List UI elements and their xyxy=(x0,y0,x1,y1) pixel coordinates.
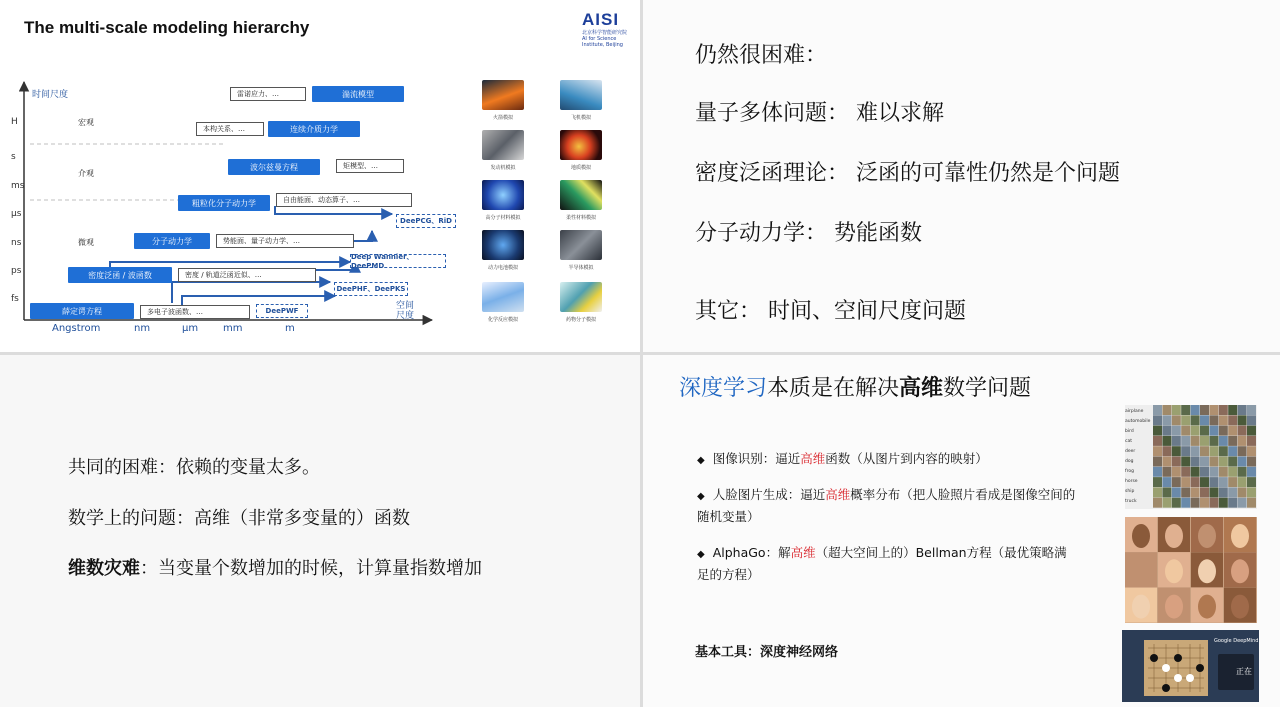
face-shape xyxy=(1231,559,1249,583)
class-label: cat xyxy=(1125,439,1132,444)
difficulty-heading: 仍然很困难： xyxy=(695,43,828,68)
box-dft-wavefunction: 密度泛函 / 波函数 xyxy=(68,267,172,283)
y-tick: s xyxy=(11,152,16,162)
bullet-face-generation xyxy=(697,485,1077,527)
grid-cell xyxy=(1238,498,1247,508)
y-tick: ps xyxy=(11,266,22,276)
deep-learning-title xyxy=(679,371,1031,402)
grid-cell xyxy=(1200,467,1209,477)
polymer-sim-image xyxy=(482,180,524,210)
grid-cell xyxy=(1172,426,1181,436)
y-tick: H xyxy=(11,117,18,127)
class-label: truck xyxy=(1125,499,1137,504)
grid-cell xyxy=(1172,457,1181,467)
box-free-energy-surface: 自由能面、动态算子、… xyxy=(276,193,412,207)
dashed-box-deephf-deepks: DeePHF、DeePKS xyxy=(334,282,408,296)
dashed-box-deep-wannier-deepmd: Deep Wannier、DeePMD xyxy=(350,254,446,268)
common-difficulty-line: 共同的困难：依赖的变量太多。 xyxy=(68,457,320,478)
grid-cell xyxy=(1172,405,1181,415)
battery-sim-image xyxy=(482,230,524,260)
grid-cell xyxy=(1162,446,1171,456)
bullet-highlight: 高维 xyxy=(790,545,816,560)
class-label: ship xyxy=(1125,489,1135,494)
thumb-caption: 发动机模拟 xyxy=(490,165,516,171)
bullet-image-recognition xyxy=(697,449,1077,471)
grid-cell xyxy=(1209,426,1218,436)
grid-cell xyxy=(1172,446,1181,456)
face-shape xyxy=(1198,524,1216,548)
bullet-highlight: 高维 xyxy=(800,451,826,466)
curse-of-dimensionality-line xyxy=(68,554,482,580)
grid-cell xyxy=(1200,436,1209,446)
grid-cell xyxy=(1200,477,1209,487)
title-highlight: 深度学习 xyxy=(679,376,768,401)
bullet-text: 图像识别：逼近 xyxy=(712,451,801,466)
logo-subtitle-cn: 北京科学智能研究院 xyxy=(582,30,628,36)
bullet-text: AlphaGo：解 xyxy=(712,545,791,560)
presenter-status: 正在 xyxy=(1236,667,1252,676)
slide-common-difficulty xyxy=(0,355,640,707)
grid-cell xyxy=(1228,405,1237,415)
thumb-caption: 火箭模拟 xyxy=(492,115,513,121)
box-reynolds-stress: 雷诺应力、… xyxy=(230,87,306,101)
class-label: deer xyxy=(1125,449,1136,454)
box-boltzmann-equation: 波尔兹曼方程 xyxy=(228,159,320,175)
basic-tool-line: 基本工具：深度神经网络 xyxy=(695,645,839,660)
grid-cell xyxy=(1219,426,1228,436)
grid-cell xyxy=(1209,457,1218,467)
x-tick: Angstrom xyxy=(52,323,101,334)
grid-cell xyxy=(1228,498,1237,508)
engine-sim-image xyxy=(482,130,524,160)
thumb-caption: 地质模拟 xyxy=(570,165,591,171)
grid-cell xyxy=(1172,467,1181,477)
grid-cell xyxy=(1247,457,1256,467)
grid-cell xyxy=(1191,436,1200,446)
face-shape xyxy=(1165,524,1183,548)
thumb-caption: 化学反应模拟 xyxy=(487,317,518,323)
x-tick: μm xyxy=(182,323,199,334)
grid-cell xyxy=(1209,477,1218,487)
y-tick: μs xyxy=(11,209,22,219)
grid-cell xyxy=(1172,498,1181,508)
grid-cell xyxy=(1247,487,1256,497)
grid-cell xyxy=(1191,446,1200,456)
grid-cell xyxy=(1238,426,1247,436)
class-label: horse xyxy=(1125,479,1138,484)
grid-cell xyxy=(1219,467,1228,477)
grid-cell xyxy=(1191,405,1200,415)
grid-cell xyxy=(1200,457,1209,467)
grid-cell xyxy=(1228,415,1237,425)
grid-cell xyxy=(1200,446,1209,456)
grid-cell xyxy=(1219,457,1228,467)
bullet-alphago xyxy=(697,543,1077,585)
grid-cell xyxy=(1247,426,1256,436)
grid-cell xyxy=(1181,436,1190,446)
grid-cell xyxy=(1153,415,1162,425)
bullet-highlight: 高维 xyxy=(825,487,851,502)
box-potential-energy-surface: 势能面、量子动力学、… xyxy=(216,234,354,248)
grid-cell xyxy=(1153,457,1162,467)
grid-cell xyxy=(1162,467,1171,477)
grid-cell xyxy=(1238,467,1247,477)
face-shape xyxy=(1198,559,1216,583)
generated-faces-image xyxy=(1125,517,1257,623)
thumb-caption: 药物分子模拟 xyxy=(565,317,596,323)
grid-cell xyxy=(1219,498,1228,508)
dashed-box-deepwf: DeePWF xyxy=(256,304,308,318)
class-label: dog xyxy=(1125,459,1134,464)
grid-cell xyxy=(1228,487,1237,497)
grid-cell xyxy=(1247,498,1256,508)
cifar-class-labels xyxy=(1125,407,1151,507)
grid-cell xyxy=(1219,477,1228,487)
face-shape xyxy=(1132,595,1150,619)
drug-molecule-sim-image xyxy=(560,282,602,312)
face-shape xyxy=(1165,559,1183,583)
grid-cell xyxy=(1200,415,1209,425)
box-schrodinger-equation: 薛定谔方程 xyxy=(30,303,134,319)
class-label: frog xyxy=(1125,469,1134,474)
grid-cell xyxy=(1191,415,1200,425)
grid-cell xyxy=(1228,446,1237,456)
thumb-caption: 动力电池模拟 xyxy=(487,265,518,271)
grid-cell xyxy=(1209,415,1218,425)
slide-deep-learning xyxy=(643,355,1280,707)
box-many-electron-wavefunction: 多电子波函数、… xyxy=(140,305,250,319)
level-macro: 宏观 xyxy=(78,118,94,127)
grid-cell xyxy=(1228,436,1237,446)
axes-diagram xyxy=(0,0,640,352)
grid-cell xyxy=(1191,487,1200,497)
grid-cell xyxy=(1181,415,1190,425)
box-turbulence-model: 湍流模型 xyxy=(312,86,404,102)
grid-cell xyxy=(1172,487,1181,497)
box-continuum-mechanics: 连续介质力学 xyxy=(268,121,360,137)
grid-cell xyxy=(1153,477,1162,487)
grid-cell xyxy=(1153,405,1162,415)
logo-mark: AISI xyxy=(582,10,620,29)
alphago-board-image xyxy=(1122,630,1259,702)
box-molecular-dynamics: 分子动力学 xyxy=(134,233,210,249)
face-shape xyxy=(1231,524,1249,548)
grid-cell xyxy=(1228,457,1237,467)
link-path-4 xyxy=(275,206,392,214)
semiconductor-sim-image xyxy=(560,230,602,260)
box-density-orbital-functional: 密度 / 轨道泛函近似、… xyxy=(178,268,316,282)
deepmind-caption: Google DeepMind xyxy=(1214,638,1259,644)
grid-cell xyxy=(1238,436,1247,446)
face-shape xyxy=(1132,559,1150,583)
grid-cell xyxy=(1209,467,1218,477)
grid-cell xyxy=(1209,446,1218,456)
grid-cell xyxy=(1219,405,1228,415)
grid-cell xyxy=(1181,498,1190,508)
thumb-caption: 飞机模拟 xyxy=(570,115,591,121)
title-mid: 本质是在解决 xyxy=(767,376,900,401)
face-shape xyxy=(1198,595,1216,619)
grid-cell xyxy=(1162,436,1171,446)
grid-cell xyxy=(1228,477,1237,487)
grid-cell xyxy=(1181,405,1190,415)
grid-cell xyxy=(1209,487,1218,497)
grid-cell xyxy=(1153,426,1162,436)
class-label: airplane xyxy=(1125,409,1144,414)
grid-cell xyxy=(1172,436,1181,446)
grid-cell xyxy=(1238,405,1247,415)
thumb-caption: 半导体模拟 xyxy=(568,265,594,271)
y-axis-label: 时间尺度 xyxy=(32,90,69,100)
diamond-bullet-icon: ◆ xyxy=(697,549,705,560)
bullet-text: 人脸图片生成：逼近 xyxy=(712,487,826,502)
face-shape xyxy=(1165,595,1183,619)
grid-cell xyxy=(1191,426,1200,436)
difficulty-dft: 密度泛函理论： 泛函的可靠性仍然是个问题 xyxy=(695,161,1120,186)
chemical-reaction-sim-image xyxy=(482,282,524,312)
slide-multiscale-hierarchy xyxy=(0,0,640,352)
face-shape xyxy=(1231,595,1249,619)
grid-cell xyxy=(1162,405,1171,415)
level-meso: 介观 xyxy=(78,169,94,178)
grid-cell xyxy=(1247,446,1256,456)
grid-cell xyxy=(1172,477,1181,487)
grid-cell xyxy=(1181,487,1190,497)
grid-cell xyxy=(1238,415,1247,425)
curse-term: 维数灾难 xyxy=(68,558,140,579)
grid-cell xyxy=(1153,436,1162,446)
grid-cell xyxy=(1228,467,1237,477)
link-path-6 xyxy=(172,282,330,303)
difficulty-molecular-dynamics: 分子动力学： 势能函数 xyxy=(695,221,922,246)
grid-cell xyxy=(1162,498,1171,508)
grid-cell xyxy=(1200,487,1209,497)
grid-cell xyxy=(1162,487,1171,497)
grid-cell xyxy=(1181,426,1190,436)
class-label: automobile xyxy=(1125,419,1151,424)
y-tick: ns xyxy=(11,238,22,248)
grid-cell xyxy=(1238,477,1247,487)
box-moment-model: 矩模型、… xyxy=(336,159,404,173)
grid-cell xyxy=(1209,498,1218,508)
grid-cell xyxy=(1172,415,1181,425)
grid-cell xyxy=(1219,446,1228,456)
grid-cell xyxy=(1228,426,1237,436)
geology-sim-image xyxy=(560,130,602,160)
grid-cell xyxy=(1238,487,1247,497)
grid-cell xyxy=(1238,457,1247,467)
grid-cell xyxy=(1153,467,1162,477)
bullet-text: 概率分布（把人脸照片看成是图像空间的随机变量） xyxy=(697,487,1076,524)
title-end: 数学问题 xyxy=(943,376,1032,401)
grid-cell xyxy=(1200,426,1209,436)
y-tick: fs xyxy=(11,294,19,304)
face-shape xyxy=(1132,524,1150,548)
diamond-bullet-icon: ◆ xyxy=(697,491,705,502)
grid-cell xyxy=(1162,477,1171,487)
logo-subtitle-en: AI for Science Institute, Beijing xyxy=(582,36,623,48)
diamond-bullet-icon: ◆ xyxy=(697,455,705,466)
go-stones xyxy=(1144,640,1208,696)
dashed-box-deepcg-rid: DeePCG、RiD xyxy=(396,214,456,228)
grid-cell xyxy=(1219,415,1228,425)
grid-cell xyxy=(1238,446,1247,456)
grid-cell xyxy=(1209,436,1218,446)
grid-cell xyxy=(1191,477,1200,487)
curse-description: ：当变量个数增加的时候，计算量指数增加 xyxy=(140,558,482,579)
bullet-text: （超大空间上的）Bellman方程（最优策略满足的方程） xyxy=(697,545,1067,582)
grid-cell xyxy=(1162,415,1171,425)
go-board xyxy=(1144,640,1208,696)
grid-cell xyxy=(1247,477,1256,487)
bullet-text: 函数（从图片到内容的映射） xyxy=(825,451,988,466)
grid-cell xyxy=(1162,457,1171,467)
grid-cell xyxy=(1181,467,1190,477)
box-constitutive-relation: 本构关系、… xyxy=(196,122,264,136)
slide-difficulties xyxy=(643,0,1280,352)
grid-cell xyxy=(1200,498,1209,508)
grid-cell xyxy=(1191,457,1200,467)
presenter-video xyxy=(1218,654,1254,690)
grid-cell xyxy=(1181,477,1190,487)
title-bold: 高维 xyxy=(899,376,944,401)
grid-cell xyxy=(1247,436,1256,446)
grid-cell xyxy=(1191,498,1200,508)
grid-cell xyxy=(1247,415,1256,425)
grid-cell xyxy=(1247,467,1256,477)
x-tick: m xyxy=(285,323,295,334)
flexible-material-sim-image xyxy=(560,180,602,210)
thumb-caption: 高分子材料模拟 xyxy=(485,215,521,221)
grid-cell xyxy=(1153,487,1162,497)
grid-cell xyxy=(1200,405,1209,415)
box-coarse-grained-md: 粗粒化分子动力学 xyxy=(178,195,270,211)
x-tick: mm xyxy=(223,323,243,334)
x-axis-label: 空间尺度 xyxy=(395,301,414,321)
grid-cell xyxy=(1153,498,1162,508)
grid-cell xyxy=(1247,405,1256,415)
grid-cell xyxy=(1219,436,1228,446)
x-tick: nm xyxy=(134,323,151,334)
thumb-caption: 柔性材料模拟 xyxy=(565,215,596,221)
grid-cell xyxy=(1162,426,1171,436)
rocket-sim-image xyxy=(482,80,524,110)
grid-cell xyxy=(1191,467,1200,477)
grid-cell xyxy=(1153,446,1162,456)
grid-cell xyxy=(1181,446,1190,456)
grid-cell xyxy=(1209,405,1218,415)
slide-title: The multi-scale modeling hierarchy xyxy=(24,18,310,37)
level-micro: 微观 xyxy=(78,238,94,247)
class-label: bird xyxy=(1125,429,1134,434)
difficulty-other: 其它： 时间、空间尺度问题 xyxy=(695,299,966,324)
difficulty-quantum-many-body: 量子多体问题： 难以求解 xyxy=(695,101,944,126)
math-problem-line: 数学上的问题：高维（非常多变量的）函数 xyxy=(68,508,410,529)
aircraft-sim-image xyxy=(560,80,602,110)
grid-cell xyxy=(1219,487,1228,497)
grid-cell xyxy=(1181,457,1190,467)
y-tick: ms xyxy=(11,181,25,191)
